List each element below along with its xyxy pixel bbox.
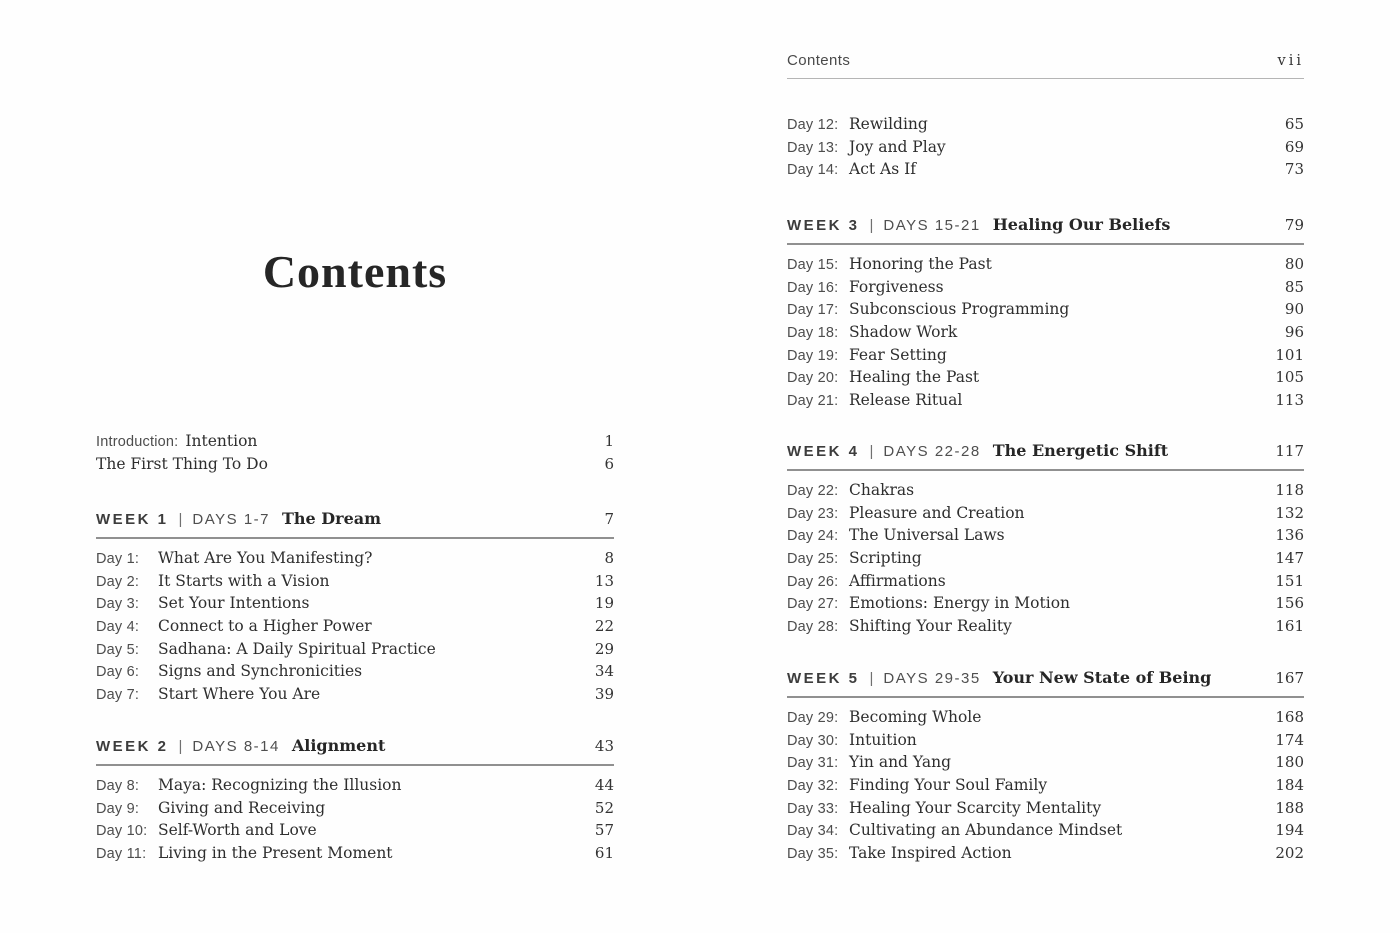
page-number: 147	[1275, 549, 1304, 568]
page-number: 194	[1275, 821, 1304, 840]
day-label: Day 7:	[96, 687, 140, 704]
entry-title: Emotions: Energy in Motion	[849, 594, 1071, 613]
week-title: Healing Our Beliefs	[992, 215, 1171, 234]
entry-title: Chakras	[849, 481, 915, 499]
toc-entry	[96, 660, 614, 683]
day-label: Day 26:	[787, 573, 839, 590]
page-number: 39	[594, 685, 614, 704]
entry-title: Set Your Intentions	[158, 594, 310, 613]
week-entries	[96, 774, 614, 865]
week-heading	[787, 440, 1304, 471]
toc-entry	[96, 774, 614, 797]
entry-title: It Starts with a Vision	[158, 571, 330, 590]
running-header-title: Contents	[787, 52, 851, 69]
entry-title: Release Ritual	[849, 391, 963, 410]
entry-title: Intuition	[849, 730, 917, 749]
toc-entry	[96, 547, 614, 570]
page-number: 6	[604, 454, 614, 473]
day-label: Day 6:	[96, 664, 140, 681]
day-label: Day 30:	[787, 732, 839, 749]
week-2-section	[96, 735, 614, 865]
day-label: Day 2:	[96, 573, 140, 590]
toc-entry	[787, 389, 1304, 412]
entry-title: Becoming Whole	[849, 708, 982, 726]
day-label: Day 25:	[787, 551, 839, 568]
entry-title: Intention	[185, 432, 258, 450]
toc-entry	[787, 615, 1304, 638]
intro-prefix-label: Introduction:	[96, 434, 179, 450]
day-label: Day 16:	[787, 279, 839, 296]
week-page-number: 79	[1284, 216, 1304, 234]
week-title: Your New State of Being	[992, 668, 1212, 687]
intro-entry	[96, 430, 614, 453]
pipe-separator: |	[869, 443, 874, 460]
week-heading	[787, 214, 1304, 245]
page-number: 8	[604, 549, 614, 567]
week-entries	[787, 706, 1304, 865]
toc-entry	[787, 502, 1304, 525]
day-label: Day 29:	[787, 710, 839, 726]
day-label: Day 5:	[96, 641, 140, 658]
days-range-label: DAYS 29-35	[883, 670, 981, 687]
day-label: Day 35:	[787, 846, 839, 863]
toc-entry	[787, 706, 1304, 729]
day-label: Day 10:	[96, 823, 148, 840]
toc-entry	[96, 819, 614, 842]
contents-title: Contents	[262, 246, 448, 297]
page-number: 184	[1275, 776, 1304, 795]
toc-entry	[787, 524, 1304, 547]
week-3-section	[787, 214, 1304, 412]
day-label: Day 9:	[96, 800, 140, 817]
entry-title: Shifting Your Reality	[849, 617, 1012, 636]
page-number: 29	[594, 639, 614, 658]
entry-title: Honoring the Past	[849, 255, 992, 273]
week-title: The Energetic Shift	[992, 441, 1169, 460]
page-number: 118	[1275, 481, 1304, 499]
toc-entry	[787, 570, 1304, 593]
toc-entry	[787, 729, 1304, 752]
week-entries	[96, 547, 614, 706]
day-label: Day 27:	[787, 596, 839, 613]
toc-entry	[96, 797, 614, 820]
day-label: Day 17:	[787, 302, 839, 319]
day-label: Day 3:	[96, 596, 140, 613]
entry-title: Connect to a Higher Power	[158, 617, 372, 636]
entry-title: Maya: Recognizing the Illusion	[158, 776, 402, 794]
right-page	[787, 0, 1304, 933]
toc-entry	[787, 136, 1304, 159]
week-page-number: 117	[1275, 442, 1304, 460]
folio-page-number: vii	[1277, 53, 1304, 69]
day-label: Day 18:	[787, 325, 839, 342]
week-page-number: 7	[604, 510, 614, 528]
week-title: Alignment	[291, 736, 386, 755]
days-range-label: DAYS 15-21	[883, 217, 981, 234]
day-label: Day 28:	[787, 619, 839, 636]
day-label: Day 14:	[787, 162, 839, 179]
entry-title: Healing Your Scarcity Mentality	[849, 798, 1102, 817]
toc-entry	[787, 113, 1304, 136]
page-number: 96	[1284, 323, 1304, 342]
page-number: 13	[594, 571, 614, 590]
page-number: 65	[1284, 115, 1304, 133]
week-entries	[787, 253, 1304, 412]
week-label: WEEK 2	[96, 738, 169, 755]
page-number: 19	[594, 594, 614, 613]
entry-title: The Universal Laws	[849, 526, 1005, 545]
entry-title: Rewilding	[849, 115, 928, 133]
week-label: WEEK 4	[787, 443, 860, 460]
toc-entry	[96, 683, 614, 706]
intro-entries	[96, 430, 614, 475]
toc-entry	[96, 570, 614, 593]
entry-title: Yin and Yang	[849, 753, 952, 772]
day-label: Day 32:	[787, 778, 839, 795]
page-number: 57	[594, 821, 614, 840]
page-number: 105	[1275, 368, 1304, 387]
entry-title: Giving and Receiving	[158, 798, 326, 817]
page-number: 69	[1284, 137, 1304, 156]
toc-entry	[787, 276, 1304, 299]
day-label: Day 20:	[787, 370, 839, 387]
page-number: 132	[1275, 503, 1304, 522]
week-page-number: 167	[1275, 669, 1304, 687]
page-number: 188	[1275, 798, 1304, 817]
toc-entry	[787, 158, 1304, 181]
entry-title: What Are You Manifesting?	[158, 549, 373, 567]
page-number: 61	[594, 844, 614, 863]
toc-entry	[96, 615, 614, 638]
toc-entry	[96, 842, 614, 865]
day-label: Day 4:	[96, 619, 140, 636]
toc-entry	[787, 344, 1304, 367]
running-header	[787, 52, 1304, 79]
day-label: Day 33:	[787, 800, 839, 817]
week-label: WEEK 1	[96, 511, 169, 528]
week-entries	[787, 479, 1304, 638]
entry-title: Self-Worth and Love	[158, 821, 317, 840]
page-number: 161	[1275, 617, 1304, 636]
pipe-separator: |	[869, 670, 874, 687]
page-number: 44	[594, 776, 614, 794]
page-number: 156	[1275, 594, 1304, 613]
page-number: 85	[1284, 277, 1304, 296]
toc-entry	[787, 479, 1304, 502]
toc-entry	[787, 774, 1304, 797]
toc-entry	[787, 321, 1304, 344]
page-number: 80	[1284, 255, 1304, 273]
week-title: The Dream	[282, 509, 382, 528]
entry-title: Act As If	[849, 160, 916, 179]
day-label: Day 22:	[787, 483, 839, 499]
left-page	[96, 0, 614, 933]
toc-entry	[787, 298, 1304, 321]
page-number: 113	[1275, 391, 1304, 410]
pipe-separator: |	[178, 738, 183, 755]
entry-title: Shadow Work	[849, 323, 958, 342]
page-number: 90	[1284, 300, 1304, 319]
pipe-separator: |	[178, 511, 183, 528]
entry-title: Living in the Present Moment	[158, 844, 393, 863]
page-number: 73	[1284, 160, 1304, 179]
day-label: Day 19:	[787, 347, 839, 364]
entry-title: Start Where You Are	[158, 685, 321, 704]
entry-title: Finding Your Soul Family	[849, 776, 1048, 795]
day-label: Day 12:	[787, 117, 839, 133]
entry-title: Cultivating an Abundance Mindset	[849, 821, 1123, 840]
toc-entry	[787, 592, 1304, 615]
page-number: 52	[594, 798, 614, 817]
toc-entry	[787, 253, 1304, 276]
week-page-number: 43	[594, 737, 614, 755]
entry-title: Affirmations	[849, 571, 946, 590]
entry-title: Signs and Synchronicities	[158, 662, 363, 681]
page-number: 136	[1275, 526, 1304, 545]
toc-entry	[787, 797, 1304, 820]
page-number: 168	[1275, 708, 1304, 726]
toc-entry	[96, 592, 614, 615]
week-heading	[96, 508, 614, 539]
entry-title: The First Thing To Do	[96, 454, 268, 473]
week-heading	[96, 735, 614, 766]
day-label: Day 31:	[787, 755, 839, 772]
page-number: 151	[1275, 571, 1304, 590]
entry-title: Joy and Play	[849, 137, 946, 156]
day-label: Day 13:	[787, 139, 839, 156]
days-range-label: DAYS 1-7	[192, 511, 271, 528]
page-number: 174	[1275, 730, 1304, 749]
entry-title: Subconscious Programming	[849, 300, 1070, 319]
entry-title: Scripting	[849, 549, 922, 568]
day-label: Day 15:	[787, 257, 839, 273]
week-4-section	[787, 440, 1304, 638]
week-1-section	[96, 508, 614, 706]
day-label: Day 21:	[787, 393, 839, 410]
entry-title: Take Inspired Action	[849, 844, 1012, 863]
entry-title: Healing the Past	[849, 368, 980, 387]
toc-entry	[787, 366, 1304, 389]
week-label: WEEK 3	[787, 217, 860, 234]
day-label: Day 34:	[787, 823, 839, 840]
page-number: 202	[1275, 844, 1304, 863]
day-label: Day 23:	[787, 505, 839, 522]
pipe-separator: |	[869, 217, 874, 234]
page-number: 180	[1275, 753, 1304, 772]
page-number: 101	[1275, 345, 1304, 364]
toc-entry	[787, 842, 1304, 865]
page-number: 34	[594, 662, 614, 681]
days-range-label: DAYS 8-14	[192, 738, 280, 755]
day-label: Day 11:	[96, 846, 147, 863]
toc-entry	[787, 751, 1304, 774]
day-label: Day 1:	[96, 551, 140, 567]
week-label: WEEK 5	[787, 670, 860, 687]
day-label: Day 24:	[787, 528, 839, 545]
toc-entry	[787, 547, 1304, 570]
page-number: 1	[604, 432, 614, 450]
week-5-section	[787, 667, 1304, 865]
week-2-continued-entries	[787, 113, 1304, 181]
entry-title: Fear Setting	[849, 345, 947, 364]
toc-entry	[787, 819, 1304, 842]
toc-entry	[96, 638, 614, 661]
week-heading	[787, 667, 1304, 698]
day-label: Day 8:	[96, 778, 140, 794]
entry-title: Forgiveness	[849, 277, 944, 296]
intro-entry	[96, 453, 614, 476]
entry-title: Pleasure and Creation	[849, 503, 1025, 522]
page-number: 22	[594, 617, 614, 636]
days-range-label: DAYS 22-28	[883, 443, 981, 460]
entry-title: Sadhana: A Daily Spiritual Practice	[158, 639, 436, 658]
